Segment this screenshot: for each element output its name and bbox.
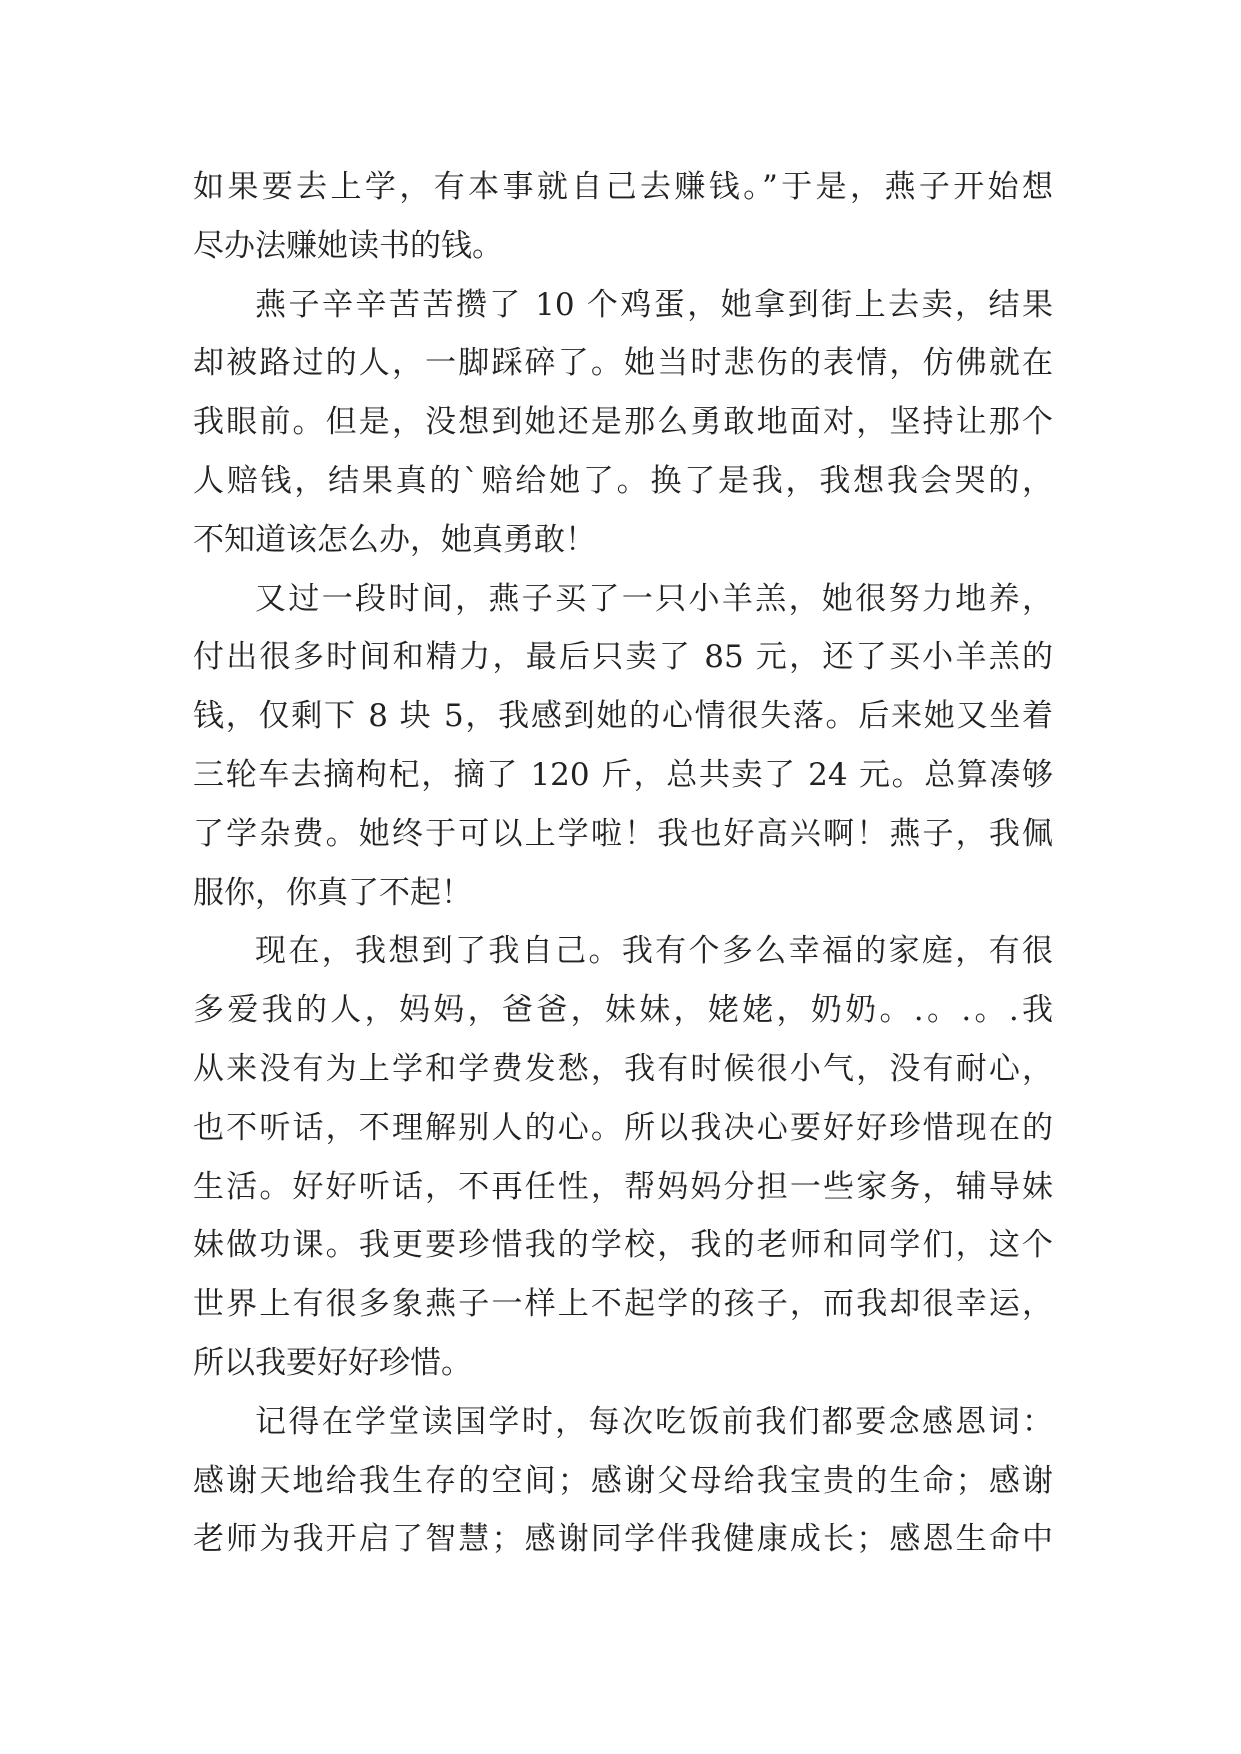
text-line: 不知道该怎么办，她真勇敢！ [193,521,596,558]
text-line: 钱，仅剩下 8 块 5，我感到她的心情很失落。后来她又坐着 [193,698,1053,735]
text-line: 生活。好好听话，不再任性，帮妈妈分担一些家务，辅导妹 [193,1168,1053,1205]
text-line: 如果要去上学，有本事就自己去赚钱。”于是，燕子开始想 [193,169,1053,205]
text-line: 世界上有很多象燕子一样上不起学的孩子，而我却很幸运， [193,1286,1053,1323]
text-line: 妹做功课。我更要珍惜我的学校，我的老师和同学们，这个 [193,1227,1053,1264]
text-line: 服你，你真了不起！ [193,874,472,911]
document-body-text [193,158,1053,1569]
text-line: 也不听话，不理解别人的心。所以我决心要好好珍惜现在的 [193,1109,1053,1146]
text-line: 记得在学堂读国学时，每次吃饭前我们都要念感恩词： [255,1403,1053,1440]
text-line: 多爱我的人，妈妈，爸爸，妹妹，姥姥，奶奶。.。.。.我 [193,992,1053,1029]
text-line: 从来没有为上学和学费发愁，我有时候很小气，没有耐心， [193,1050,1053,1087]
text-line: 尽办法赚她读书的钱。 [193,227,503,264]
text-line: 现在，我想到了我自己。我有个多么幸福的家庭，有很 [255,933,1053,970]
text-line: 了学杂费。她终于可以上学啦！我也好高兴啊！燕子，我佩 [193,815,1053,852]
text-line: 却被路过的人，一脚踩碎了。她当时悲伤的表情，仿佛就在 [193,345,1053,382]
text-line: 我眼前。但是，没想到她还是那么勇敢地面对，坚持让那个 [193,404,1053,441]
text-line: 所以我要好好珍惜。 [193,1344,472,1381]
text-line: 燕子辛辛苦苦攒了 10 个鸡蛋，她拿到街上去卖，结果 [255,286,1053,323]
text-line: 老师为我开启了智慧；感谢同学伴我健康成长；感恩生命中 [193,1521,1053,1558]
text-line: 人赔钱，结果真的`赔给她了。换了是我，我想我会哭的， [193,462,1053,499]
text-line: 感谢天地给我生存的空间；感谢父母给我宝贵的生命；感谢 [193,1462,1053,1499]
text-line: 付出很多时间和精力，最后只卖了 85 元，还了买小羊羔的 [193,639,1053,676]
text-line: 又过一段时间，燕子买了一只小羊羔，她很努力地养， [255,580,1053,617]
text-line: 三轮车去摘枸杞，摘了 120 斤，总共卖了 24 元。总算凑够 [193,756,1053,793]
